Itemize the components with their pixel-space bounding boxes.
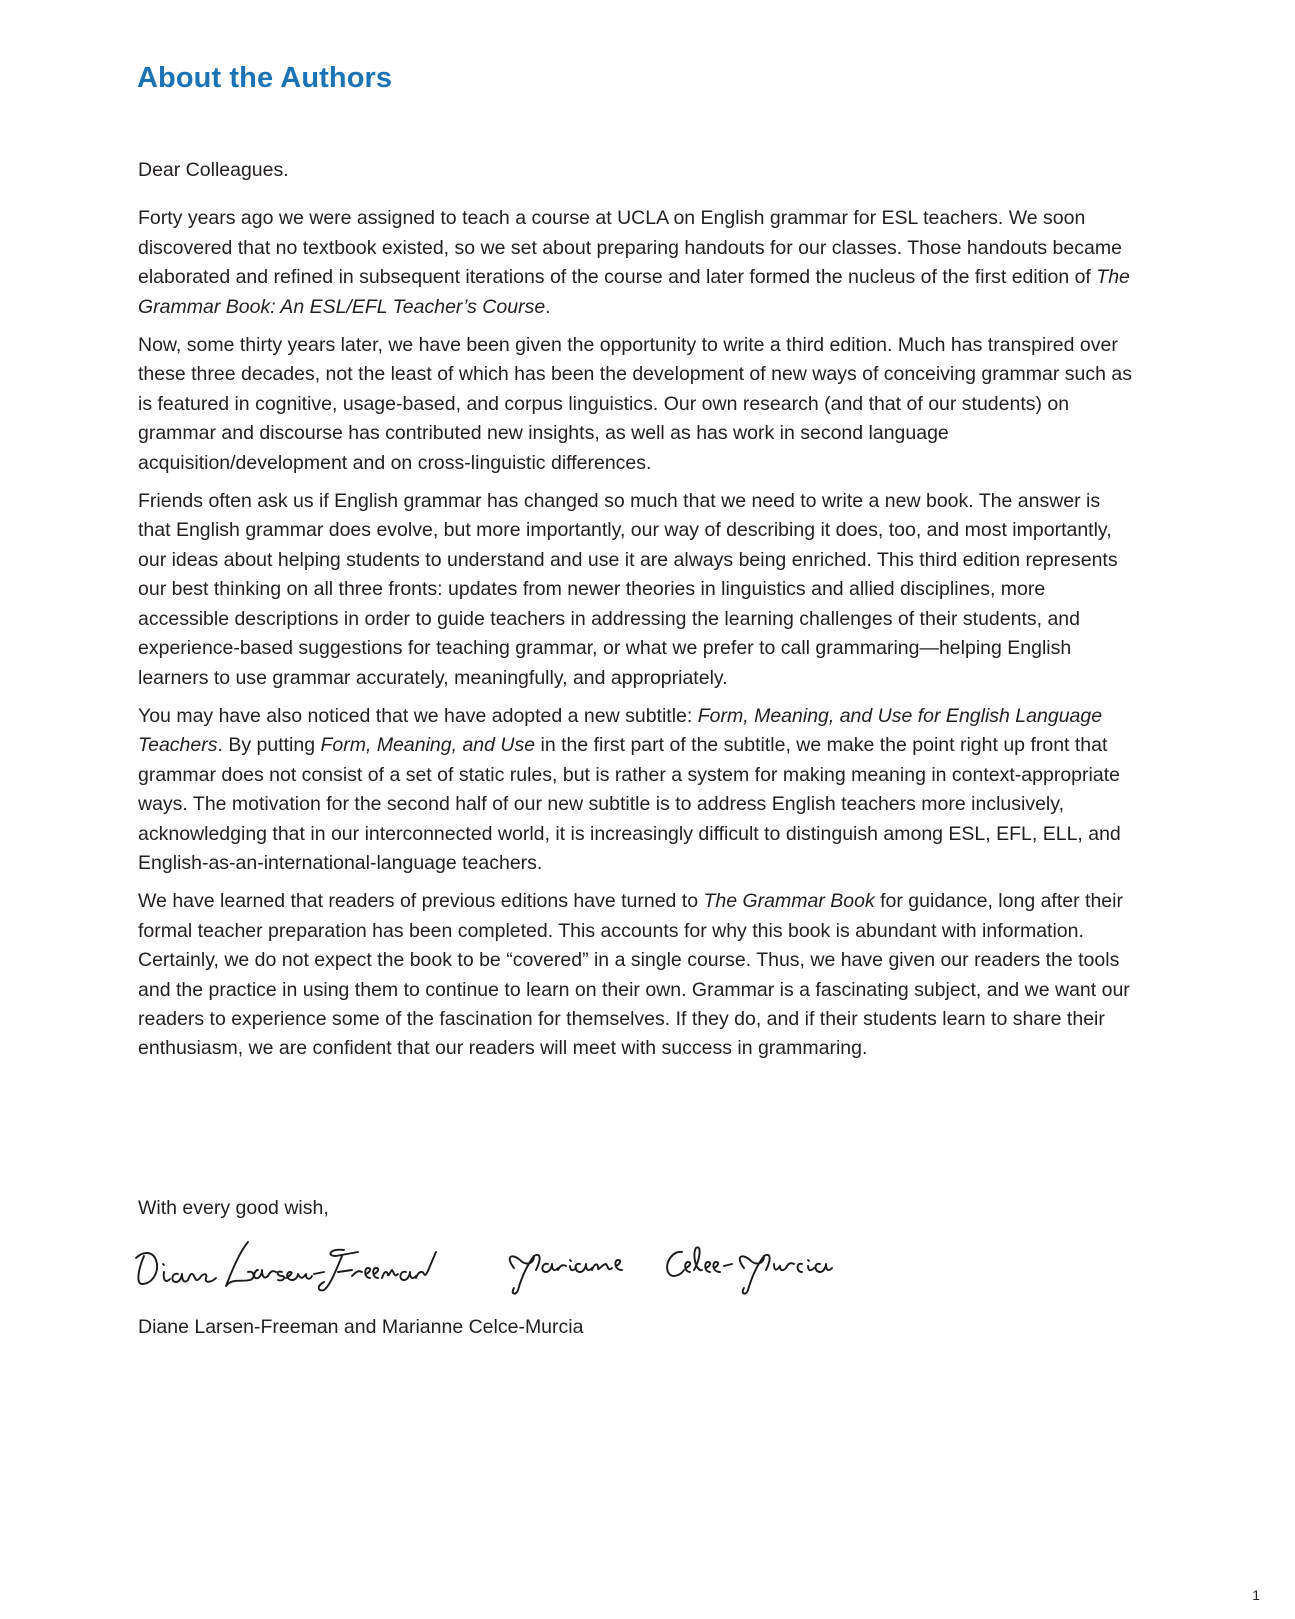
paragraph-3: Friends often ask us if English grammar has changed so much that we need to write a new book. The answer is that English grammar does evolve, but more importantly, our way of describing it does, too, and most importantly, our ideas about helping students to understand and use it are always being enriched. This third edition represents our best thinking on all three fronts: updates from newer theories in linguistics and allied disciplines, more accessible descriptions in order to guide teachers in addressing the learning challenges of their students, and experience-based suggestions for teaching grammar, or what we prefer to call grammaring—helping English learners to use grammar accurately, meaningfully, and appropriately. [138,490,1118,689]
page-title: About the Authors [137,62,393,94]
paragraph-4-rest: in the first part of the subtitle, we make the point right up front that grammar does not consist of a set of static rules, but is rather a system for making meaning in context-appropriate ways. The motivation for the second half of our new subtitle is to address English teachers more inclusively, acknowledging that in our interconnected world, it is increasingly difficult to distinguish among ESL, EFL, ELL, and English-as-an-international-language teachers. [138,734,1121,874]
signers: Diane Larsen-Freeman and Marianne Celce-Murcia [138,1316,584,1338]
signature-marianne-celce-murcia [510,1247,832,1293]
paragraph-5 [138,887,1138,1063]
signatures [130,1234,860,1304]
signature-diane-larsen-freeman [136,1242,436,1290]
subtitle: Form, Meaning, and Use for English Language Teachers [138,704,1103,757]
paragraph-4-mid: . By putting [217,734,321,757]
paragraph-1 [138,204,1138,322]
book-title: The Grammar Book: An ESL/EFL Teacher’s Course [138,266,1130,318]
letter-body [138,156,1138,1073]
paragraph-5-start: We have learned that readers of previous editions have turned to [138,890,704,913]
book-title-short: The Grammar Book [703,890,875,913]
paragraph-5-rest: for guidance, long after their formal teacher preparation has been completed. This accounts for why this book is abundant with information. Certainly, we do not expect the book to be “covered” in a single course. Thus, we have given our readers the tools and the practice in using them to continue to learn on their own. Grammar is a fascinating subject, and we want our readers to experience some of the fascination for themselves. If they do, and if their students learn to share their enthusiasm, we are confident that our readers will meet with success in grammaring. [138,890,1130,1060]
paragraph-1-text: Forty years ago we were assigned to teach a course at UCLA on English grammar for ESL teachers. We soon discovered that no textbook existed, so we set about preparing handouts for our classes. Those handouts became elaborated and refined in subsequent iterations of the course and later formed the nucleus of the first edition of [138,207,1122,289]
closing: With every good wish, [138,1197,329,1219]
paragraph-4 [138,702,1138,878]
paragraph-2: Now, some thirty years later, we have been given the opportunity to write a third edition. Much has transpired over these three decades, not the least of which has been the development of new ways of conceiving grammar such as is featured in cognitive, usage-based, and corpus linguistics. Our own research (and that of our students) on grammar and discourse has contributed new insights, as well as has work in second language acquisition/development and on cross-linguistic differences. [138,334,1132,474]
paragraph-1-end: . [545,295,551,318]
page-number: 1 [1252,1587,1260,1603]
subtitle-part: Form, Meaning, and Use [320,734,536,757]
salutation: Dear Colleagues. [138,159,289,181]
paragraph-4-start: You may have also noticed that we have adopted a new subtitle: [138,704,698,727]
